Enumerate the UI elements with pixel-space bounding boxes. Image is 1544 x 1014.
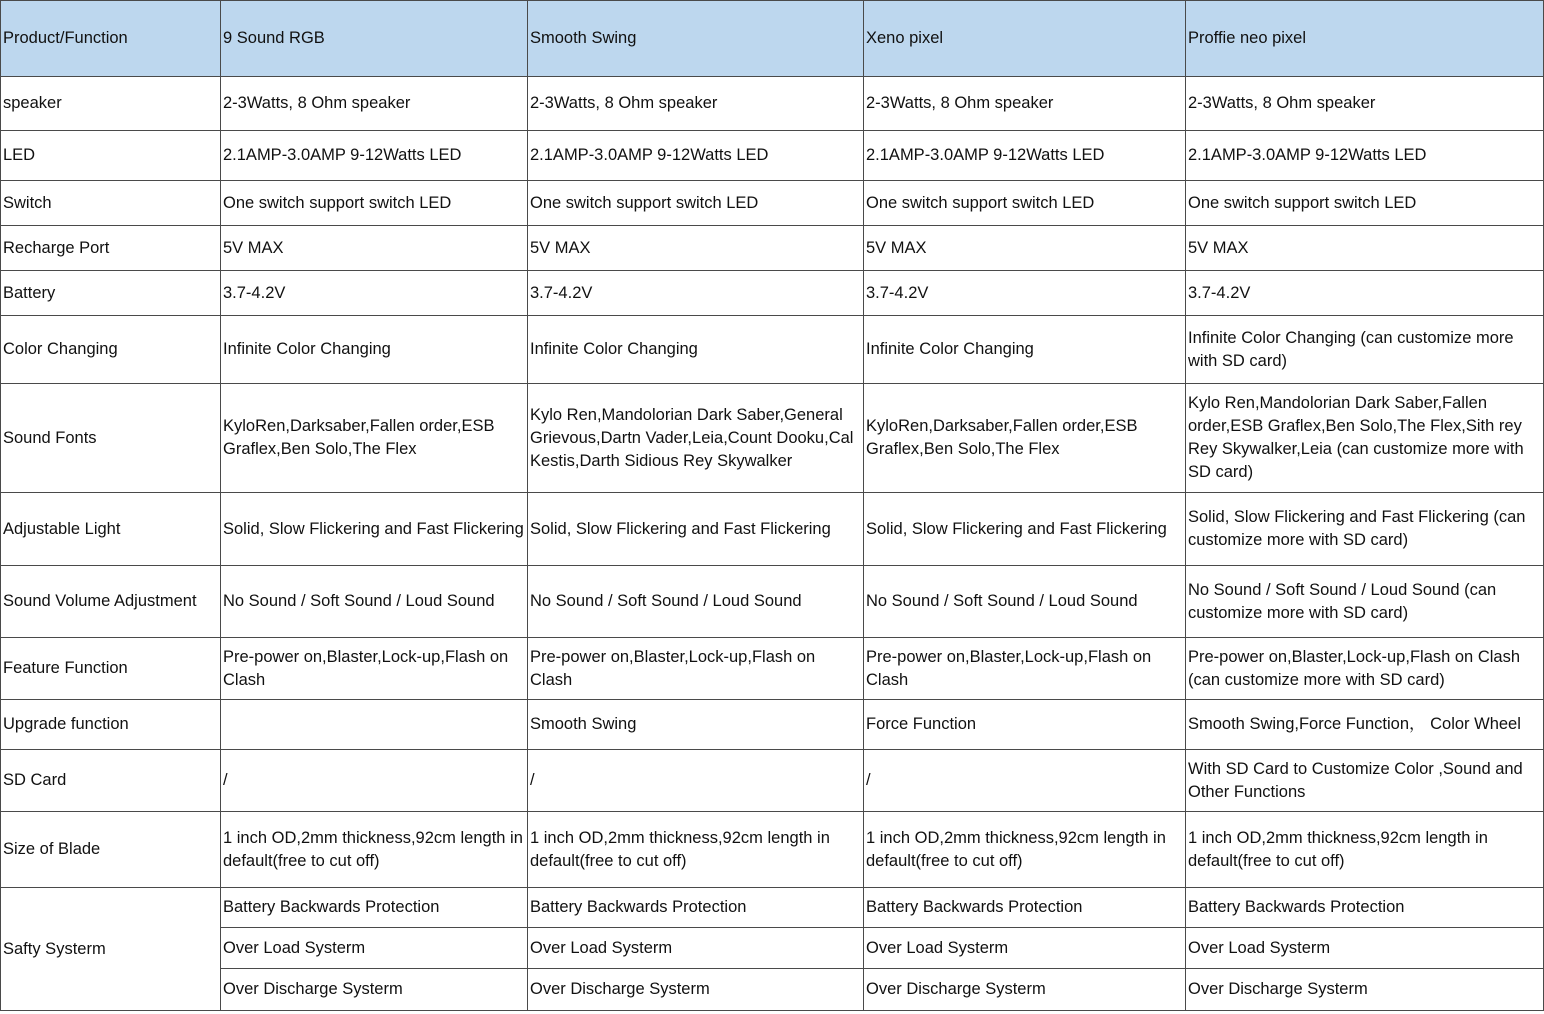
table-cell: Over Discharge Systerm <box>221 969 528 1011</box>
table-cell: 3.7-4.2V <box>528 271 864 316</box>
row-label: LED <box>1 131 221 181</box>
table-row <box>1 700 1544 750</box>
table-cell <box>221 700 528 750</box>
table-row <box>1 638 1544 700</box>
table-cell: One switch support switch LED <box>864 181 1186 226</box>
table-cell: 2.1AMP-3.0AMP 9-12Watts LED <box>1186 131 1544 181</box>
row-label: SD Card <box>1 750 221 812</box>
table-cell: Pre-power on,Blaster,Lock-up,Flash on Clash <box>221 638 528 700</box>
table-cell: Smooth Swing,Force Function， Color Wheel <box>1186 700 1544 750</box>
header-corner: Product/Function <box>1 1 221 77</box>
table-cell: Infinite Color Changing <box>528 316 864 384</box>
row-label: Feature Function <box>1 638 221 700</box>
table-cell: Solid, Slow Flickering and Fast Flickering <box>528 493 864 566</box>
row-label: Color Changing <box>1 316 221 384</box>
table-cell: KyloRen,Darksaber,Fallen order,ESB Graflex,Ben Solo,The Flex <box>221 384 528 493</box>
table-row <box>1 888 1544 928</box>
table-row <box>1 969 1544 1011</box>
table-cell: 1 inch OD,2mm thickness,92cm length in default(free to cut off) <box>864 812 1186 888</box>
table-row <box>1 812 1544 888</box>
header-product-xeno-pixel: Xeno pixel <box>864 1 1186 77</box>
header-product-proffie-neo-pixel: Proffie neo pixel <box>1186 1 1544 77</box>
table-cell: 2.1AMP-3.0AMP 9-12Watts LED <box>528 131 864 181</box>
table-cell: Pre-power on,Blaster,Lock-up,Flash on Clash <box>864 638 1186 700</box>
table-cell: Smooth Swing <box>528 700 864 750</box>
table-cell: Battery Backwards Protection <box>1186 888 1544 928</box>
table-cell: Over Load Systerm <box>221 928 528 969</box>
table-cell: KyloRen,Darksaber,Fallen order,ESB Graflex,Ben Solo,The Flex <box>864 384 1186 493</box>
table-row <box>1 226 1544 271</box>
table-cell: / <box>221 750 528 812</box>
table-row <box>1 928 1544 969</box>
table-cell: One switch support switch LED <box>528 181 864 226</box>
table-cell: Solid, Slow Flickering and Fast Flickering <box>864 493 1186 566</box>
table-cell: Over Load Systerm <box>528 928 864 969</box>
table-cell: Pre-power on,Blaster,Lock-up,Flash on Clash <box>528 638 864 700</box>
table-cell: Over Discharge Systerm <box>528 969 864 1011</box>
row-label: Adjustable Light <box>1 493 221 566</box>
table-cell: 3.7-4.2V <box>1186 271 1544 316</box>
table-cell: 1 inch OD,2mm thickness,92cm length in default(free to cut off) <box>528 812 864 888</box>
table-cell: No Sound / Soft Sound / Loud Sound <box>528 566 864 638</box>
header-row <box>1 1 1544 77</box>
table-cell: 5V MAX <box>221 226 528 271</box>
table-cell: Solid, Slow Flickering and Fast Flickering <box>221 493 528 566</box>
table-cell: Kylo Ren,Mandolorian Dark Saber,Fallen order,ESB Graflex,Ben Solo,The Flex,Sith rey Rey Skywalker,Leia (can customize more with SD card) <box>1186 384 1544 493</box>
table-cell: Over Load Systerm <box>864 928 1186 969</box>
row-label: Upgrade function <box>1 700 221 750</box>
table-cell: 1 inch OD,2mm thickness,92cm length in default(free to cut off) <box>1186 812 1544 888</box>
table-cell: 2-3Watts, 8 Ohm speaker <box>528 77 864 131</box>
row-label: Battery <box>1 271 221 316</box>
row-label: speaker <box>1 77 221 131</box>
row-label: Safty Systerm <box>1 888 221 1011</box>
table-row <box>1 271 1544 316</box>
header-product-smooth-swing: Smooth Swing <box>528 1 864 77</box>
table-cell: Battery Backwards Protection <box>528 888 864 928</box>
table-row <box>1 316 1544 384</box>
row-label: Size of Blade <box>1 812 221 888</box>
table-cell: / <box>528 750 864 812</box>
table-cell: No Sound / Soft Sound / Loud Sound <box>221 566 528 638</box>
table-row <box>1 566 1544 638</box>
table-cell: 3.7-4.2V <box>864 271 1186 316</box>
table-cell: 2.1AMP-3.0AMP 9-12Watts LED <box>221 131 528 181</box>
table-cell: 2-3Watts, 8 Ohm speaker <box>864 77 1186 131</box>
table-cell: 3.7-4.2V <box>221 271 528 316</box>
table-row <box>1 131 1544 181</box>
table-cell: 5V MAX <box>1186 226 1544 271</box>
table-cell: Over Discharge Systerm <box>1186 969 1544 1011</box>
table-cell: Infinite Color Changing <box>864 316 1186 384</box>
table-cell: Solid, Slow Flickering and Fast Flickering (can customize more with SD card) <box>1186 493 1544 566</box>
row-label: Sound Fonts <box>1 384 221 493</box>
header-product-9-sound-rgb: 9 Sound RGB <box>221 1 528 77</box>
table-cell: 2-3Watts, 8 Ohm speaker <box>1186 77 1544 131</box>
table-row <box>1 181 1544 226</box>
table-row <box>1 77 1544 131</box>
table-cell: Battery Backwards Protection <box>864 888 1186 928</box>
table-row <box>1 384 1544 493</box>
table-cell: 2-3Watts, 8 Ohm speaker <box>221 77 528 131</box>
row-label: Switch <box>1 181 221 226</box>
table-cell: Battery Backwards Protection <box>221 888 528 928</box>
table-cell: Over Discharge Systerm <box>864 969 1186 1011</box>
table-cell: No Sound / Soft Sound / Loud Sound <box>864 566 1186 638</box>
table-cell: Infinite Color Changing <box>221 316 528 384</box>
table-cell: Over Load Systerm <box>1186 928 1544 969</box>
table-cell: Kylo Ren,Mandolorian Dark Saber,General Grievous,Dartn Vader,Leia,Count Dooku,Cal Kestis,Darth Sidious Rey Skywalker <box>528 384 864 493</box>
row-label: Recharge Port <box>1 226 221 271</box>
table-cell: Force Function <box>864 700 1186 750</box>
table-cell: Pre-power on,Blaster,Lock-up,Flash on Clash (can customize more with SD card) <box>1186 638 1544 700</box>
table-cell: One switch support switch LED <box>1186 181 1544 226</box>
table-row <box>1 493 1544 566</box>
table-cell: 5V MAX <box>864 226 1186 271</box>
table-cell: No Sound / Soft Sound / Loud Sound (can customize more with SD card) <box>1186 566 1544 638</box>
table-cell: / <box>864 750 1186 812</box>
table-cell: 2.1AMP-3.0AMP 9-12Watts LED <box>864 131 1186 181</box>
table-cell: One switch support switch LED <box>221 181 528 226</box>
table-cell: With SD Card to Customize Color ,Sound and Other Functions <box>1186 750 1544 812</box>
table-cell: 1 inch OD,2mm thickness,92cm length in default(free to cut off) <box>221 812 528 888</box>
table-row <box>1 750 1544 812</box>
table-cell: Infinite Color Changing (can customize more with SD card) <box>1186 316 1544 384</box>
table-cell: 5V MAX <box>528 226 864 271</box>
row-label: Sound Volume Adjustment <box>1 566 221 638</box>
